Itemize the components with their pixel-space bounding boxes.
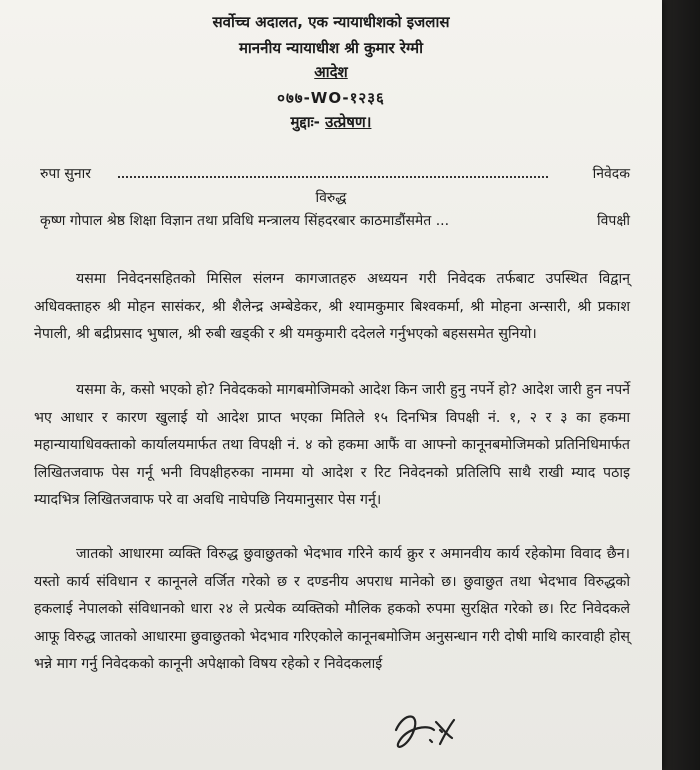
- case-subject: [0, 112, 662, 132]
- respondent-role: विपक्षी: [596, 213, 630, 229]
- paragraph-order: यसमा के, कसो भएको हो? निवेदकको मागबमोजिमको आदेश किन जारी हुनु नपर्ने हो? आदेश जारी हुन नपर्ने भए आधार र कारण खुलाई यो आदेश प्राप्त भएका मितिले १५ दिनभित्र विपक्षी नं. १, २ र ३ का हकमा महान्यायाधिवक्ताको कार्यालयमार्फत तथा विपक्षी नं. ४ को हकमा आफैं वा आफ्नो कानूनबमोजिमको प्रतिनिधिमार्फत लिखितजवाफ पेस गर्नू भनी विपक्षीहरुका नाममा यो आदेश र रिट निवेदनको प्रतिलिपि साथै राखी म्याद पठाइ म्यादभित्र लिखितजवाफ परे वा अवधि नाघेपछि नियमानुसार पेस गर्नू।: [34, 382, 630, 508]
- versus-label: विरुद्ध: [315, 190, 347, 206]
- petitioner-role: निवेदक: [592, 166, 630, 182]
- dotted-leader: [118, 176, 548, 178]
- subject-label: मुद्दाः-: [290, 113, 320, 131]
- judge-name: माननीय न्यायाधीश श्री कुमार रेग्मी: [238, 39, 424, 57]
- order-title: आदेश: [314, 63, 348, 81]
- signature-mark: [390, 700, 480, 760]
- case-number: ०७७-WO-१२३६: [277, 89, 385, 107]
- paragraph-hearing: यसमा निवेदनसहितको मिसिल संलग्न कागजातहरु अध्ययन गरी निवेदक तर्फबाट उपस्थित विद्वान् अधिवक्ताहरु श्री मोहन सासंकर, श्री शैलेन्द्र अम्बेडेकर, श्री श्यामकुमार बिश्वकर्मा, श्री मोहना अन्सारी, श्री प्रकाश नेपाली, श्री बद्रीप्रसाद भुषाल, श्री रुबी खड्की र श्री यमकुमारी ददेलले गर्नुभएको बहससमेत सुनियो।: [34, 271, 630, 342]
- petitioner-name: रुपा सुनार: [40, 166, 91, 182]
- paragraph-discrimination: जातको आधारमा व्यक्ति विरुद्ध छुवाछुतको भेदभाव गरिने कार्य क्रुर र अमानवीय कार्य रहेकोमा विवाद छैन। यस्तो कार्य संविधान र कानूनले वर्जित गरेको छ र दण्डनीय अपराध मानेको छ। छुवाछुत तथा भेदभाव विरुद्धको हकलाई नेपालको संविधानको धारा २४ ले प्रत्येक व्यक्तिको मौलिक हकको रुपमा सुरक्षित गरेको छ। रिट निवेदकले आफू विरुद्ध जातको आधारमा छुवाछुतको भेदभाव गरिएकोले कानूनबमोजिम अनुसन्धान गरी दोषी माथि कारवाही होस् भन्ने माग गर्नु निवेदकको कानूनी अपेक्षाको विषय रहेको र निवेदकलाई: [34, 546, 630, 672]
- court-name: सर्वोच्च अदालत, एक न्यायाधीशको इजलास: [212, 13, 450, 31]
- subject-value: उत्प्रेषण।: [325, 113, 372, 131]
- respondent-name: कृष्ण गोपाल श्रेष्ठ शिक्षा विज्ञान तथा प्रविधि मन्त्रालय सिंहदरबार काठमाडौंसमेत ...: [40, 213, 450, 229]
